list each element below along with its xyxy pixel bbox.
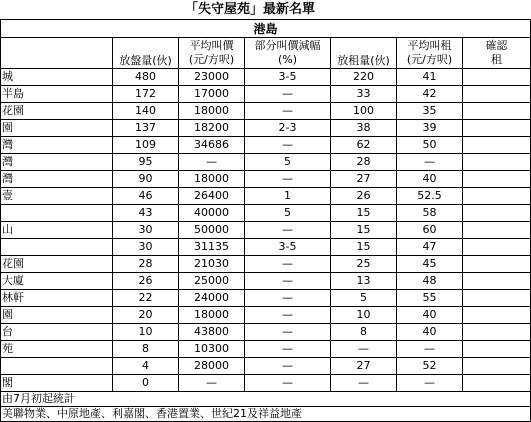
confirmed-cell — [463, 188, 531, 205]
price-cut-cell: — — [245, 290, 331, 307]
estate-name: 林軒 — [1, 290, 113, 307]
avg-price-cell: 34686 — [179, 137, 245, 154]
avg-price-cell: 18000 — [179, 103, 245, 120]
avg-price-cell: 31135 — [179, 239, 245, 256]
avg-price-cell: 26400 — [179, 188, 245, 205]
listings-cell: 30 — [113, 239, 179, 256]
estate-name: 園 — [1, 120, 113, 137]
avg-rent-cell: 52.5 — [397, 188, 463, 205]
estate-name — [1, 205, 113, 222]
header-confirmed: 確認 租 — [463, 38, 531, 69]
table-row — [1, 341, 531, 358]
note-stats-start: 由7月初起統計 — [1, 392, 531, 407]
price-cut-cell: 3-5 — [245, 239, 331, 256]
table-row — [1, 137, 531, 154]
rental-listings-cell: 33 — [331, 86, 397, 103]
listings-cell: 95 — [113, 154, 179, 171]
estate-name: 花園 — [1, 103, 113, 120]
confirmed-cell — [463, 222, 531, 239]
avg-rent-cell: 42 — [397, 86, 463, 103]
avg-rent-cell: 58 — [397, 205, 463, 222]
avg-price-cell: 17000 — [179, 86, 245, 103]
price-cut-cell: 1 — [245, 188, 331, 205]
avg-rent-cell: 47 — [397, 239, 463, 256]
header-listings: 放盤量(伙) — [113, 38, 179, 69]
price-cut-cell: — — [245, 103, 331, 120]
avg-price-cell: 28000 — [179, 358, 245, 375]
price-cut-cell: 3-5 — [245, 69, 331, 86]
avg-price-cell: 10300 — [179, 341, 245, 358]
avg-rent-cell: 48 — [397, 273, 463, 290]
listings-cell: 8 — [113, 341, 179, 358]
listings-cell: 90 — [113, 171, 179, 188]
confirmed-cell — [463, 358, 531, 375]
price-cut-cell: — — [245, 307, 331, 324]
table-row — [1, 256, 531, 273]
avg-rent-cell: 40 — [397, 171, 463, 188]
avg-rent-cell: 35 — [397, 103, 463, 120]
estate-name — [1, 358, 113, 375]
table-row — [1, 171, 531, 188]
avg-rent-cell: 60 — [397, 222, 463, 239]
table-row — [1, 69, 531, 86]
avg-rent-cell: 55 — [397, 290, 463, 307]
estate-name: 苑 — [1, 341, 113, 358]
avg-price-cell: 18000 — [179, 307, 245, 324]
confirmed-cell — [463, 256, 531, 273]
listings-cell: 0 — [113, 375, 179, 392]
table-row — [1, 86, 531, 103]
listings-cell: 26 — [113, 273, 179, 290]
table-row — [1, 188, 531, 205]
avg-price-cell: — — [179, 154, 245, 171]
confirmed-cell — [463, 171, 531, 188]
price-cut-cell: 5 — [245, 154, 331, 171]
avg-price-cell: 50000 — [179, 222, 245, 239]
confirmed-cell — [463, 239, 531, 256]
listings-cell: 46 — [113, 188, 179, 205]
avg-rent-cell: 41 — [397, 69, 463, 86]
price-cut-cell: — — [245, 358, 331, 375]
listings-cell: 10 — [113, 324, 179, 341]
header-estate — [1, 38, 113, 69]
avg-price-cell: 43800 — [179, 324, 245, 341]
estate-name: 山 — [1, 222, 113, 239]
price-cut-cell: — — [245, 222, 331, 239]
rental-listings-cell: 25 — [331, 256, 397, 273]
listings-cell: 43 — [113, 205, 179, 222]
rental-listings-cell: 15 — [331, 239, 397, 256]
table-row — [1, 375, 531, 392]
rental-listings-cell: 100 — [331, 103, 397, 120]
confirmed-cell — [463, 307, 531, 324]
estate-name: 壹 — [1, 188, 113, 205]
rental-listings-cell: 220 — [331, 69, 397, 86]
confirmed-cell — [463, 120, 531, 137]
price-cut-cell: 2-3 — [245, 120, 331, 137]
confirmed-cell — [463, 324, 531, 341]
rental-listings-cell: — — [331, 375, 397, 392]
listings-cell: 30 — [113, 222, 179, 239]
header-row — [1, 38, 531, 69]
rental-listings-cell: 27 — [331, 358, 397, 375]
listings-cell: 109 — [113, 137, 179, 154]
header-price-cut: 部分叫價減幅 (%) — [245, 38, 331, 69]
confirmed-cell — [463, 375, 531, 392]
rental-listings-cell: 27 — [331, 171, 397, 188]
price-cut-cell: — — [245, 324, 331, 341]
sheet-title: 「失守屋苑」最新名單 — [184, 2, 315, 17]
avg-price-cell: 21030 — [179, 256, 245, 273]
avg-price-cell: 18200 — [179, 120, 245, 137]
rental-listings-cell: 15 — [331, 205, 397, 222]
price-cut-cell: — — [245, 341, 331, 358]
rental-listings-cell: 28 — [331, 154, 397, 171]
avg-rent-cell: — — [397, 375, 463, 392]
estate-name: 灣 — [1, 137, 113, 154]
confirmed-cell — [463, 137, 531, 154]
avg-price-cell: — — [179, 375, 245, 392]
estate-name: 灣 — [1, 154, 113, 171]
region-label: 港島 — [1, 20, 531, 38]
table-row — [1, 205, 531, 222]
avg-rent-cell: 39 — [397, 120, 463, 137]
header-avg-price: 平均叫價 (元/方呎) — [179, 38, 245, 69]
listings-cell: 172 — [113, 86, 179, 103]
avg-price-cell: 40000 — [179, 205, 245, 222]
price-cut-cell: — — [245, 375, 331, 392]
confirmed-cell — [463, 103, 531, 120]
listing-table — [0, 19, 531, 422]
listings-cell: 480 — [113, 69, 179, 86]
price-cut-cell: 5 — [245, 205, 331, 222]
estate-name: 灣 — [1, 171, 113, 188]
rental-listings-cell: 26 — [331, 188, 397, 205]
avg-price-cell: 25000 — [179, 273, 245, 290]
table-row — [1, 103, 531, 120]
table-row — [1, 358, 531, 375]
price-cut-cell: — — [245, 256, 331, 273]
table-row — [1, 307, 531, 324]
header-avg-rent: 平均叫租 (元/方呎) — [397, 38, 463, 69]
avg-price-cell: 23000 — [179, 69, 245, 86]
estate-name — [1, 239, 113, 256]
rental-listings-cell: 8 — [331, 324, 397, 341]
estate-name: 閣 — [1, 375, 113, 392]
price-cut-cell: — — [245, 171, 331, 188]
avg-rent-cell: 50 — [397, 137, 463, 154]
estate-name: 半島 — [1, 86, 113, 103]
avg-price-cell: 18000 — [179, 171, 245, 188]
rental-listings-cell: 38 — [331, 120, 397, 137]
table-row — [1, 154, 531, 171]
table-row — [1, 222, 531, 239]
listings-cell: 140 — [113, 103, 179, 120]
rental-listings-cell: 15 — [331, 222, 397, 239]
confirmed-cell — [463, 341, 531, 358]
estate-name: 大廈 — [1, 273, 113, 290]
estate-name: 城 — [1, 69, 113, 86]
price-cut-cell: — — [245, 86, 331, 103]
listings-cell: 4 — [113, 358, 179, 375]
avg-rent-cell: 52 — [397, 358, 463, 375]
listings-cell: 20 — [113, 307, 179, 324]
confirmed-cell — [463, 205, 531, 222]
table-row — [1, 324, 531, 341]
confirmed-cell — [463, 154, 531, 171]
avg-rent-cell: 40 — [397, 324, 463, 341]
avg-price-cell: 24000 — [179, 290, 245, 307]
avg-rent-cell: 45 — [397, 256, 463, 273]
rental-listings-cell: — — [331, 341, 397, 358]
confirmed-cell — [463, 69, 531, 86]
header-rental-listings: 放租量(伙) — [331, 38, 397, 69]
listings-cell: 137 — [113, 120, 179, 137]
table-row — [1, 239, 531, 256]
table-row — [1, 290, 531, 307]
rental-listings-cell: 13 — [331, 273, 397, 290]
avg-rent-cell: — — [397, 154, 463, 171]
estate-name: 花園 — [1, 256, 113, 273]
estate-name: 園 — [1, 307, 113, 324]
listings-cell: 22 — [113, 290, 179, 307]
confirmed-cell — [463, 273, 531, 290]
price-cut-cell: — — [245, 137, 331, 154]
estate-name: 台 — [1, 324, 113, 341]
note-sources: 美聯物業、中原地產、利嘉閣、香港置業、世紀21及祥益地產 — [1, 407, 531, 422]
confirmed-cell — [463, 86, 531, 103]
rental-listings-cell: 10 — [331, 307, 397, 324]
table-row — [1, 273, 531, 290]
avg-rent-cell: 40 — [397, 307, 463, 324]
avg-rent-cell: — — [397, 341, 463, 358]
listings-cell: 28 — [113, 256, 179, 273]
confirmed-cell — [463, 290, 531, 307]
rental-listings-cell: 62 — [331, 137, 397, 154]
rental-listings-cell: 5 — [331, 290, 397, 307]
table-row — [1, 120, 531, 137]
price-cut-cell: — — [245, 273, 331, 290]
